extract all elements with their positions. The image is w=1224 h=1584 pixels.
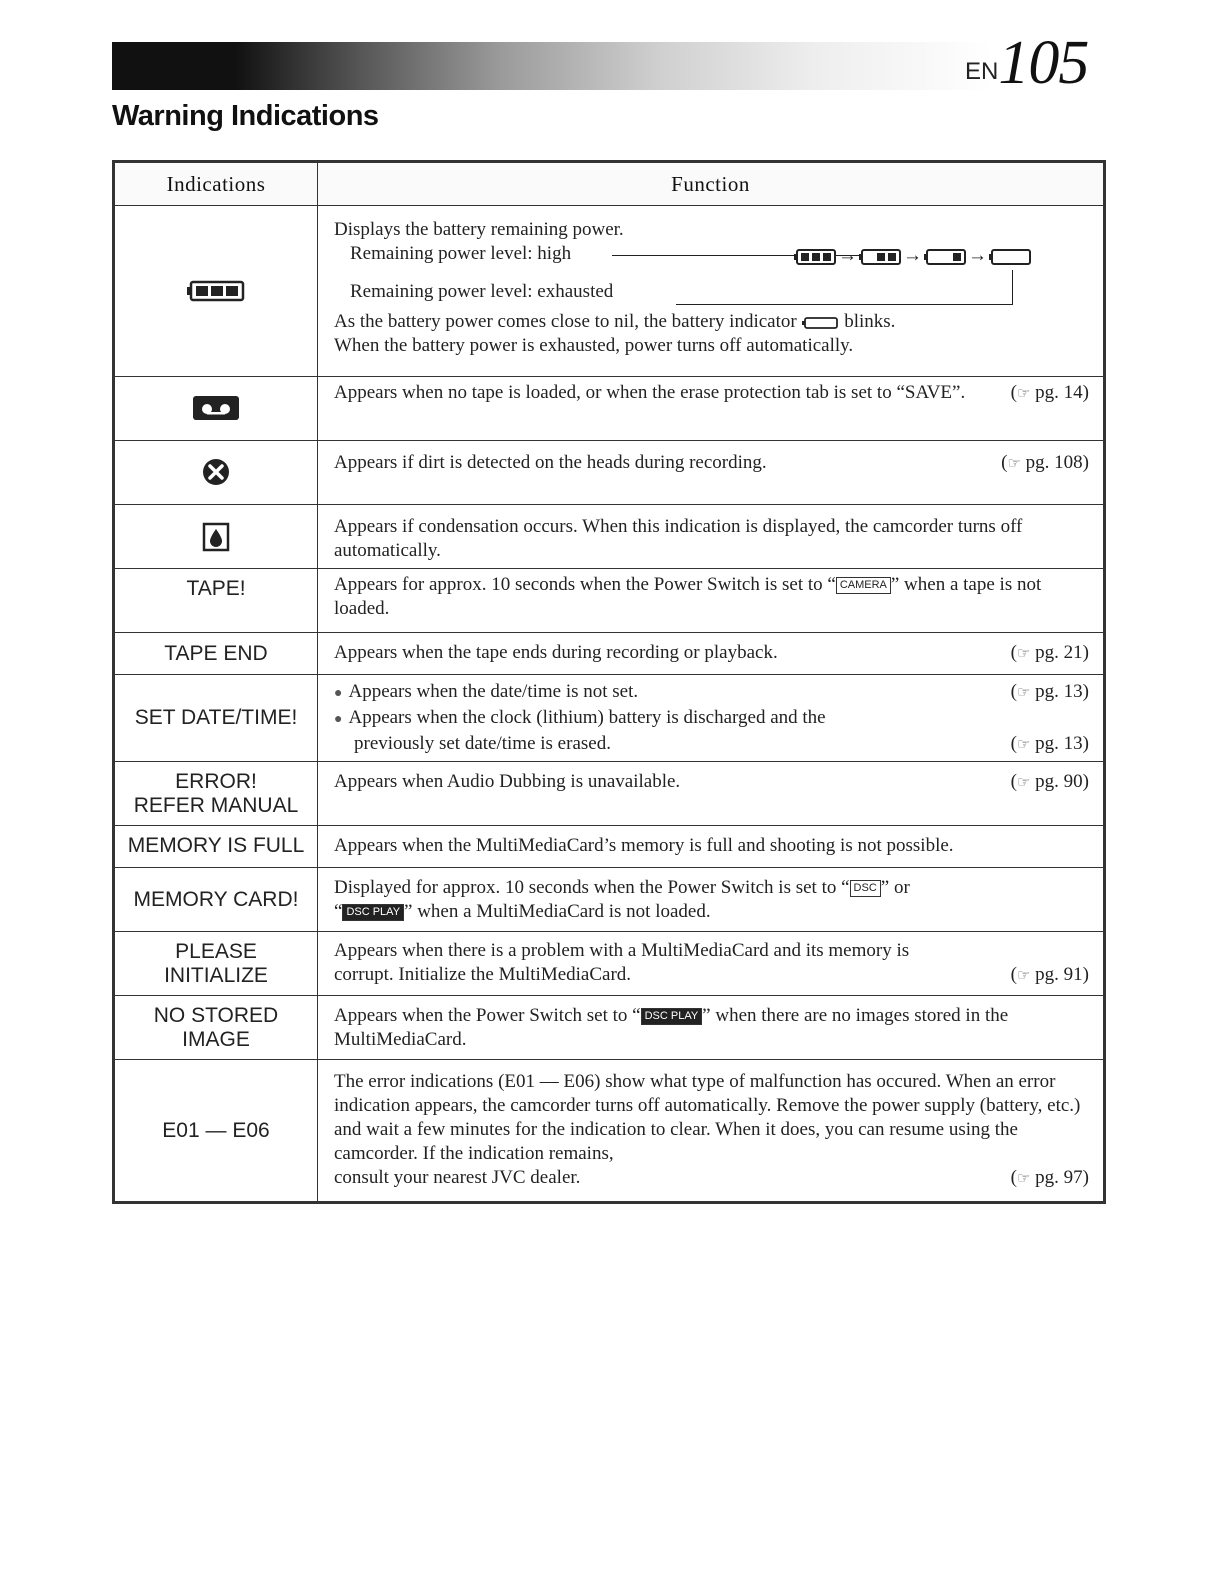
dsc-play-mode-tag: DSC PLAY — [342, 904, 404, 921]
page-reference: (☞ pg. 108) — [1001, 451, 1089, 473]
bullet-continuation: previously set date/time is erased. (☞ pg. 13) — [334, 732, 1089, 756]
section-title: Warning Indications — [112, 100, 379, 132]
pointing-hand-icon: ☞ — [1016, 684, 1031, 701]
battery-3-bars-icon — [793, 248, 837, 266]
page-number-value: 105 — [998, 29, 1089, 97]
battery-2-bars-icon — [858, 248, 902, 266]
condensation-icon — [202, 522, 230, 552]
function-cell — [318, 440, 1105, 504]
bullet-icon: ● — [334, 711, 343, 727]
level-high-label: Remaining power level: high — [350, 243, 572, 265]
function-text: Appears when the tape ends during recording or playback. — [334, 642, 778, 664]
indication-label: MEMORY CARD! — [114, 867, 318, 931]
indication-cell — [114, 932, 318, 996]
indication-label: REFER MANUAL — [133, 793, 299, 817]
dsc-play-mode-tag: DSC PLAY — [641, 1008, 703, 1025]
table-row — [114, 867, 1105, 931]
dirty-heads-icon — [201, 457, 231, 487]
function-text: ” when a tape is not loaded. — [334, 574, 1042, 620]
dsc-mode-tag: DSC — [850, 880, 881, 897]
table-row — [114, 504, 1105, 568]
header-bar — [112, 42, 992, 90]
function-line: Displayed for approx. 10 seconds when the Power Switch is set to “ DSC ” or — [334, 876, 910, 898]
page-reference: (☞ pg. 91) — [1010, 964, 1089, 986]
page-reference: (☞ pg. 90) — [1010, 770, 1089, 792]
function-text: Appears for approx. 10 seconds when the Power Switch is set to “ — [334, 574, 836, 596]
blink-text: blinks. — [844, 311, 896, 333]
indication-label: SET DATE/TIME! — [114, 675, 318, 761]
page-reference: (☞ pg. 13) — [1010, 680, 1089, 702]
warning-table — [112, 160, 1106, 1204]
level-exhausted-label: Remaining power level: exhausted — [350, 281, 614, 303]
blink-text: As the battery power comes close to nil, the battery indicator — [334, 311, 797, 333]
page-reference: (☞ pg. 14) — [1010, 381, 1089, 403]
function-cell — [318, 675, 1105, 761]
function-cell — [318, 932, 1105, 996]
table-row — [114, 825, 1105, 867]
bullet-line: ● Appears when the date/time is not set. (☞ pg. 13) — [334, 680, 1089, 706]
indication-label: TAPE! — [114, 569, 318, 633]
table-row — [114, 675, 1105, 761]
function-text: Appears when Audio Dubbing is unavailable. — [334, 770, 681, 792]
function-line: consult your nearest JVC dealer. (☞ pg. 97) — [334, 1166, 1089, 1190]
function-text: Appears when no tape is loaded, or when the erase protection tab is set to “SAVE”. — [334, 381, 966, 403]
pointing-hand-icon: ☞ — [1016, 736, 1031, 753]
function-line — [334, 766, 1089, 794]
indication-cell — [114, 504, 318, 568]
pointing-hand-icon: ☞ — [1016, 1171, 1031, 1188]
indication-label: E01 — E06 — [114, 1060, 318, 1203]
bullet-line: ● Appears when the clock (lithium) battery is discharged and the — [334, 706, 826, 728]
camera-mode-tag: CAMERA — [836, 577, 891, 594]
column-header-function: Function — [318, 162, 1105, 206]
table-row — [114, 932, 1105, 996]
battery-level-high — [334, 242, 1089, 280]
indication-label: NO STORED — [153, 1003, 279, 1027]
pointing-hand-icon: ☞ — [1016, 968, 1031, 985]
function-line: Appears when there is a problem with a MultiMediaCard and its memory is — [334, 940, 910, 962]
cassette-icon — [191, 394, 241, 422]
indication-cell — [114, 761, 318, 825]
function-cell — [318, 633, 1105, 675]
pointing-hand-icon: ☞ — [1007, 455, 1021, 472]
table-row — [114, 206, 1105, 376]
page-reference: (☞ pg. 21) — [1010, 642, 1089, 664]
table-row — [114, 440, 1105, 504]
page-number — [965, 28, 1088, 98]
function-line — [334, 445, 1089, 475]
connector-line — [1012, 270, 1013, 305]
function-cell — [318, 867, 1105, 931]
function-paragraph: The error indications (E01 — E06) show what type of malfunction has occured. When an error indication appears, the camcorder turns off automatically. Remove the power supply (battery, etc.) and wait a few minutes for the indication to clear. When it does, you can resume using the camcorder. If the indication remains, — [334, 1071, 1081, 1165]
battery-full-icon — [186, 280, 246, 302]
table-row — [114, 376, 1105, 440]
pointing-hand-icon: ☞ — [1016, 774, 1031, 791]
pointing-hand-icon: ☞ — [1016, 385, 1031, 402]
function-cell — [318, 569, 1105, 633]
language-code: EN — [965, 58, 999, 85]
function-cell — [318, 206, 1105, 376]
function-text: Appears if condensation occurs. When this indication is displayed, the camcorder turns off automatically. — [334, 515, 1023, 561]
table-row — [114, 633, 1105, 675]
battery-level-chain: → → → — [792, 244, 1033, 268]
table-row — [114, 1060, 1105, 1203]
indication-label: IMAGE — [182, 1027, 250, 1051]
function-text: Appears when the MultiMediaCard’s memory is full and shooting is not possible. — [318, 825, 1105, 867]
battery-blink-note — [334, 310, 1089, 334]
connector-line — [676, 304, 1013, 305]
function-line: corrupt. Initialize the MultiMediaCard. (☞ pg. 91) — [334, 963, 1089, 987]
column-header-indications: Indications — [114, 162, 318, 206]
table-row — [114, 761, 1105, 825]
battery-off-note: When the battery power is exhausted, power turns off automatically. — [334, 335, 854, 357]
function-cell — [318, 376, 1105, 440]
indication-label: INITIALIZE — [164, 963, 268, 987]
page-reference: (☞ pg. 97) — [1010, 1167, 1089, 1189]
function-cell: Appears when the Power Switch set to “ DSC PLAY ” when there are no images stored in the MultiMediaCard. — [318, 996, 1105, 1060]
bullet-icon: ● — [334, 685, 343, 701]
function-cell — [318, 761, 1105, 825]
pointing-hand-icon: ☞ — [1016, 646, 1031, 663]
battery-level-exhausted — [334, 280, 1089, 310]
indication-cell — [114, 376, 318, 440]
indication-cell — [114, 206, 318, 376]
page-reference: (☞ pg. 13) — [1010, 732, 1089, 754]
function-line: “ DSC PLAY ” when a MultiMediaCard is not loaded. — [334, 900, 711, 922]
battery-desc: Displays the battery remaining power. — [334, 219, 624, 241]
indication-cell — [114, 440, 318, 504]
battery-empty-icon — [988, 248, 1032, 266]
battery-1-bar-icon — [923, 248, 967, 266]
function-cell — [318, 504, 1105, 568]
indication-label: ERROR! — [175, 769, 257, 793]
indication-label: MEMORY IS FULL — [114, 825, 318, 867]
table-row — [114, 996, 1105, 1060]
table-row — [114, 569, 1105, 633]
indication-cell — [114, 996, 318, 1060]
battery-empty-icon — [801, 316, 839, 330]
function-cell — [318, 1060, 1105, 1203]
indication-label: TAPE END — [114, 633, 318, 675]
indication-label: PLEASE — [175, 939, 257, 963]
function-text: Appears if dirt is detected on the heads during recording. — [334, 451, 767, 473]
